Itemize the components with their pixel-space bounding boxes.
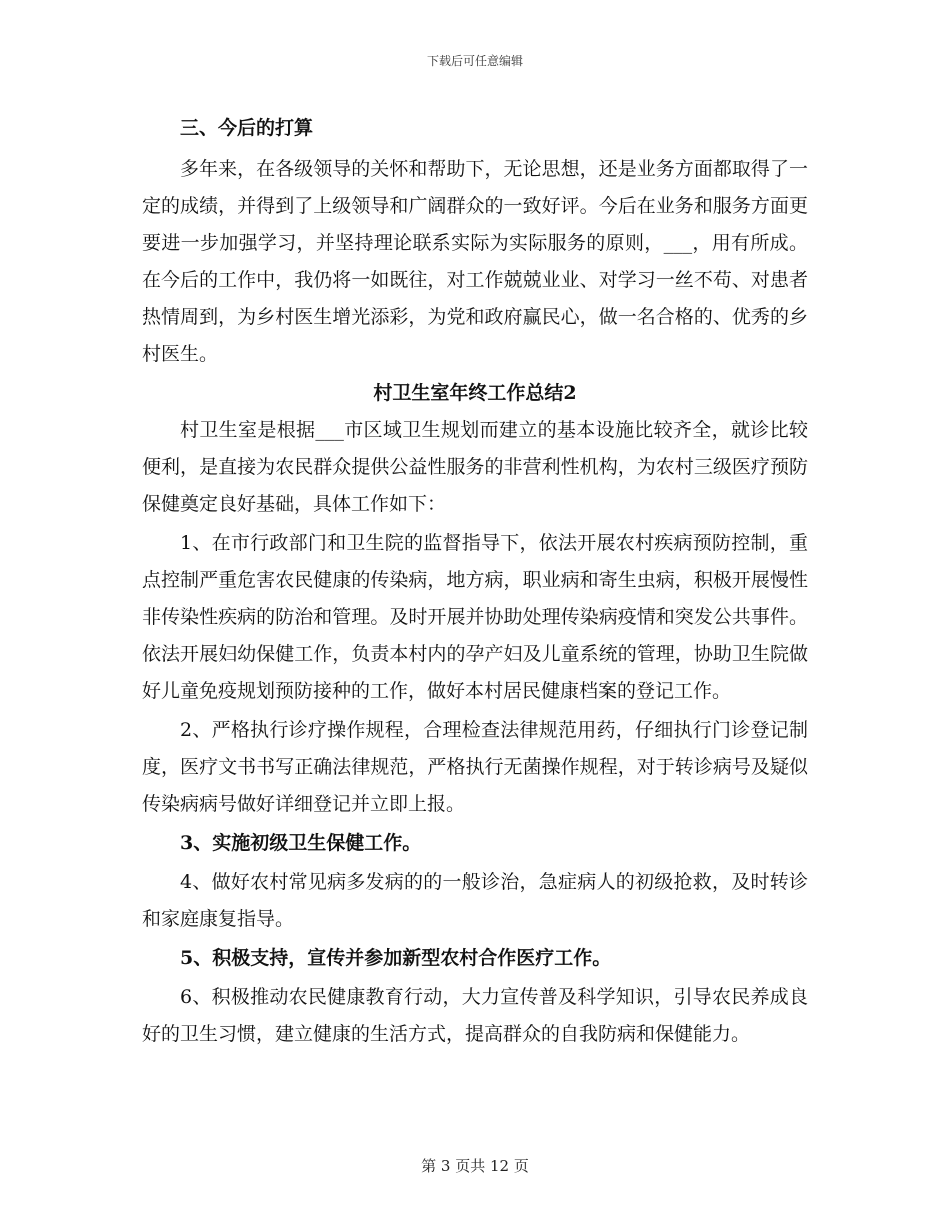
list-item-1: 1、在市行政部门和卫生院的监督指导下，依法开展农村疾病预防控制，重点控制严重危害农民健康的传染病，地方病，职业病和寄生虫病，积极开展慢性非传染性疾病的防治和管理。及时开展并协助处理传染病疫情和突发公共事件。依法开展妇幼保健工作，负责本村内的孕产妇及儿童系统的管理，协助卫生院做好儿童免疫规划预防接种的工作，做好本村居民健康档案的登记工作。 bbox=[142, 532, 808, 702]
page-footer: 第 3 页共 12 页 bbox=[421, 1157, 529, 1175]
list-item-6: 6、积极推动农民健康教育行动，大力宣传普及科学知识，引导农民养成良好的卫生习惯，建立健康的生活方式，提高群众的自我防病和保健能力。 bbox=[142, 986, 808, 1045]
page-content bbox=[142, 110, 808, 1055]
list-item-2: 2、严格执行诊疗操作规程，合理检查法律规范用药，仔细执行门诊登记制度，医疗文书书写正确法律规范，严格执行无菌操作规程，对于转诊病号及疑似传染病病号做好详细登记并立即上报。 bbox=[142, 719, 808, 815]
section-heading-plans: 三、今后的打算 bbox=[180, 117, 314, 139]
list-item-3: 3、实施初级卫生保健工作。 bbox=[180, 832, 422, 854]
list-item-5: 5、积极支持，宣传并参加新型农村合作医疗工作。 bbox=[180, 947, 612, 969]
summary-title: 村卫生室年终工作总结2 bbox=[373, 382, 577, 404]
list-item-4: 4、做好农村常见病多发病的的一般诊治，急症病人的初级抢救，及时转诊和家庭康复指导。 bbox=[142, 871, 808, 930]
paragraph-intro: 村卫生室是根据___市区域卫生规划而建立的基本设施比较齐全，就诊比较便利，是直接为农民群众提供公益性服务的非营利性机构，为农村三级医疗预防保健奠定良好基础，具体工作如下： bbox=[142, 419, 808, 515]
paragraph-plans: 多年来，在各级领导的关怀和帮助下，无论思想，还是业务方面都取得了一定的成绩，并得到了上级领导和广阔群众的一致好评。今后在业务和服务方面更要进一步加强学习，并坚持理论联系实际为实际服务的原则，___，用有所成。在今后的工作中，我仍将一如既往，对工作兢兢业业、对学习一丝不苟、对患者热情周到，为乡村医生增光添彩，为党和政府赢民心，做一名合格的、优秀的乡村医生。 bbox=[142, 158, 808, 365]
page-header: 下载后可任意编辑 bbox=[426, 54, 523, 68]
